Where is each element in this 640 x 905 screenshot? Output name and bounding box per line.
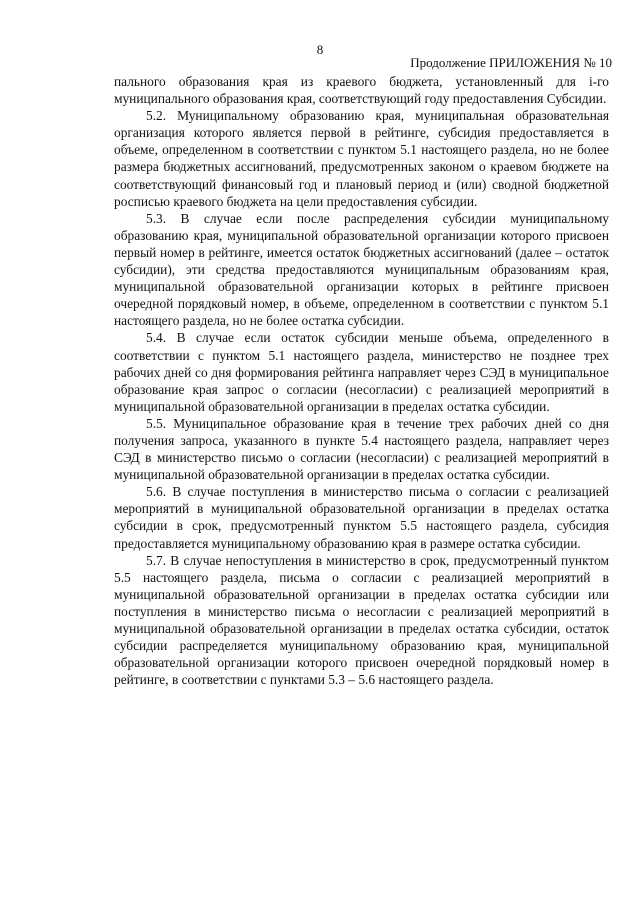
- paragraph-5-7: 5.7. В случае непоступления в министерство в срок, предусмотренный пунктом 5.5 настоящего раздела, письма о согласии с реализацией мероприятий в муниципальной образовательной организации в пределах остатка субсидии или поступления в министерство письма о несогласии с реализацией мероприятий в муниципальной образовательной организации в пределах остатка субсидии, остаток субсидии распределяется муниципальному образованию края, муниципальной образовательной организации которого присвоен очередной порядковый номер в рейтинге, в соответствии с пунктами 5.3 – 5.6 настоящего раздела.: [114, 552, 609, 688]
- body-text: [114, 73, 609, 688]
- paragraph-5-2: 5.2. Муниципальному образованию края, муниципальная образовательная организация которого является первой в рейтинге, субсидия предоставляется в объеме, определенном в соответствии с пунктом 5.1 настоящего раздела, но не более размера бюджетных ассигнований, предусмотренных законом о краевом бюджете на соответствующий финансовый год и плановый период и (или) сводной бюджетной росписью краевого бюджета на цели предоставления субсидии.: [114, 108, 609, 209]
- paragraph-5-3: 5.3. В случае если после распределения субсидии муниципальному образованию края, муниципальной образовательной организации которого присвоен первый номер в рейтинге, имеется остаток бюджетных ассигнований (далее – остаток субсидии), эти средства предоставляются муниципальным образованиям края, муниципальной образовательной организации которых в рейтинге присвоен очередной порядковый номер, в объеме, определенном в соответствии с пунктом 5.1 настоящего раздела, но не более остатка субсидии.: [114, 210, 609, 329]
- page-number: 8: [316, 42, 324, 57]
- paragraph-5-4: 5.4. В случае если остаток субсидии меньше объема, определенного в соответствии с пунктом 5.1 настоящего раздела, министерство не позднее трех рабочих дней со дня формирования рейтинга направляет через СЭД в муниципальное образование края запрос о согласии (несогласии) с реализацией мероприятий в муниципальной образовательной организации в пределах остатка субсидии.: [114, 330, 609, 414]
- paragraph-5-6: 5.6. В случае поступления в министерство письма о согласии с реализацией мероприятий в муниципальной образовательной организации в пределах остатка субсидии в срок, предусмотренный пунктом 5.5 настоящего раздела, субсидия предоставляется муниципальному образованию края в размере остатка субсидии.: [114, 484, 609, 551]
- paragraph-continuation: пального образования края из краевого бюджета, установленный для i-го муниципального образования края, соответствующий году предоставления Субсидии.: [114, 74, 609, 107]
- running-header: Продолжение ПРИЛОЖЕНИЯ № 10: [410, 55, 612, 70]
- paragraph-5-5: 5.5. Муниципальное образование края в течение трех рабочих дней со дня получения запроса, указанного в пункте 5.4 настоящего раздела, направляет через СЭД в министерство письмо о согласии (несогласии) с реализацией мероприятий в муниципальной образовательной организации в пределах остатка субсидии.: [114, 415, 609, 483]
